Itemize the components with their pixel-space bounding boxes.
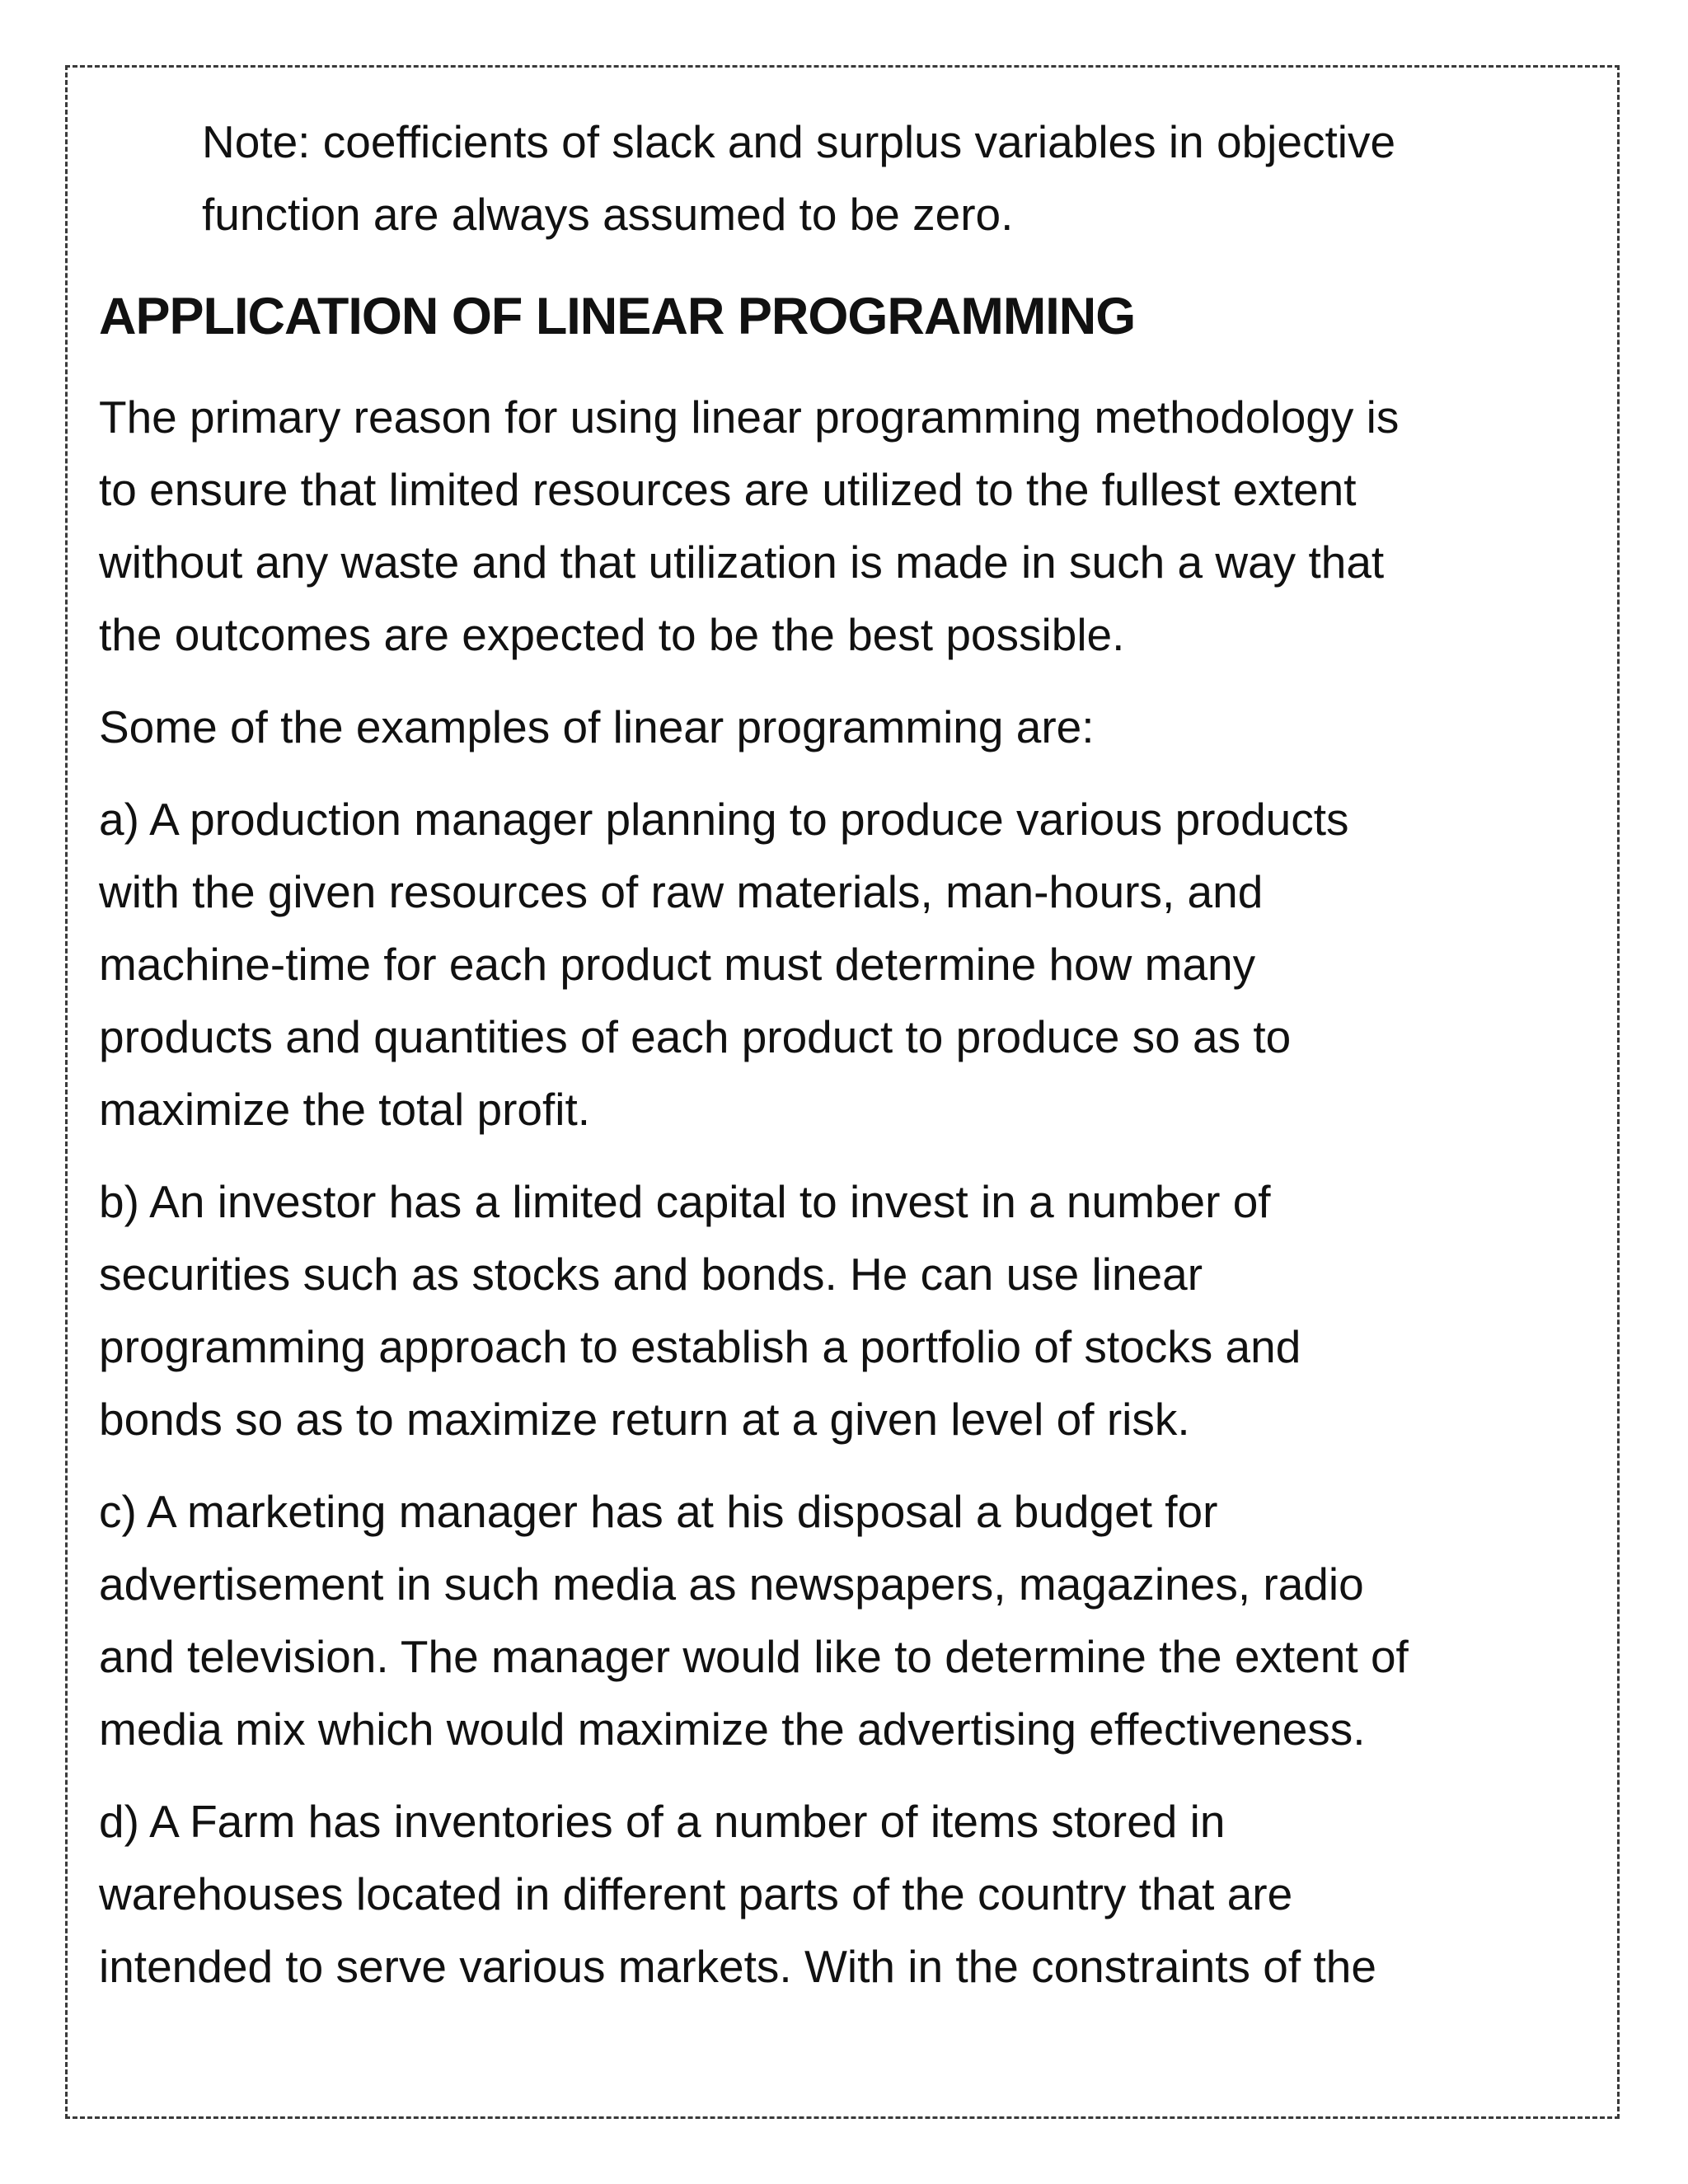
note-paragraph xyxy=(202,105,1599,251)
text-line: products and quantities of each product to produce so as to xyxy=(99,1011,1292,1062)
document-body xyxy=(99,105,1599,2003)
text-line: maximize the total profit. xyxy=(99,1084,591,1135)
text-line: The primary reason for using linear programming methodology is xyxy=(99,391,1400,443)
example-c-paragraph xyxy=(99,1475,1599,1765)
text-line: the outcomes are expected to be the best possible. xyxy=(99,609,1125,660)
note-line: Note: coefficients of slack and surplus variables in objective xyxy=(202,116,1396,167)
example-a-paragraph xyxy=(99,783,1599,1146)
text-line: b) An investor has a limited capital to invest in a number of xyxy=(99,1176,1271,1227)
examples-intro: Some of the examples of linear programming are: xyxy=(99,701,1095,752)
text-line: media mix which would maximize the advertising effectiveness. xyxy=(99,1704,1366,1755)
text-line: warehouses located in different parts of the country that are xyxy=(99,1868,1293,1919)
example-d-paragraph xyxy=(99,1785,1599,2003)
text-line: a) A production manager planning to produce various products xyxy=(99,794,1349,845)
text-line: programming approach to establish a portfolio of stocks and xyxy=(99,1321,1301,1372)
intro-paragraph xyxy=(99,381,1599,671)
text-line: without any waste and that utilization is made in such a way that xyxy=(99,537,1385,588)
text-line: securities such as stocks and bonds. He can use linear xyxy=(99,1249,1203,1300)
text-line: to ensure that limited resources are utilized to the fullest extent xyxy=(99,464,1357,515)
text-line: intended to serve various markets. With in the constraints of the xyxy=(99,1941,1376,1992)
text-line: c) A marketing manager has at his disposal a budget for xyxy=(99,1486,1218,1537)
text-line: and television. The manager would like to determine the extent of xyxy=(99,1631,1409,1682)
text-line: machine-time for each product must determine how many xyxy=(99,939,1256,990)
text-line: with the given resources of raw materials, man-hours, and xyxy=(99,866,1264,917)
text-line: bonds so as to maximize return at a given level of risk. xyxy=(99,1394,1190,1445)
text-line: d) A Farm has inventories of a number of items stored in xyxy=(99,1796,1226,1847)
text-line: advertisement in such media as newspapers, magazines, radio xyxy=(99,1558,1364,1610)
section-heading: APPLICATION OF LINEAR PROGRAMMING xyxy=(99,288,1136,345)
example-b-paragraph xyxy=(99,1165,1599,1455)
note-line: function are always assumed to be zero. xyxy=(202,189,1014,240)
